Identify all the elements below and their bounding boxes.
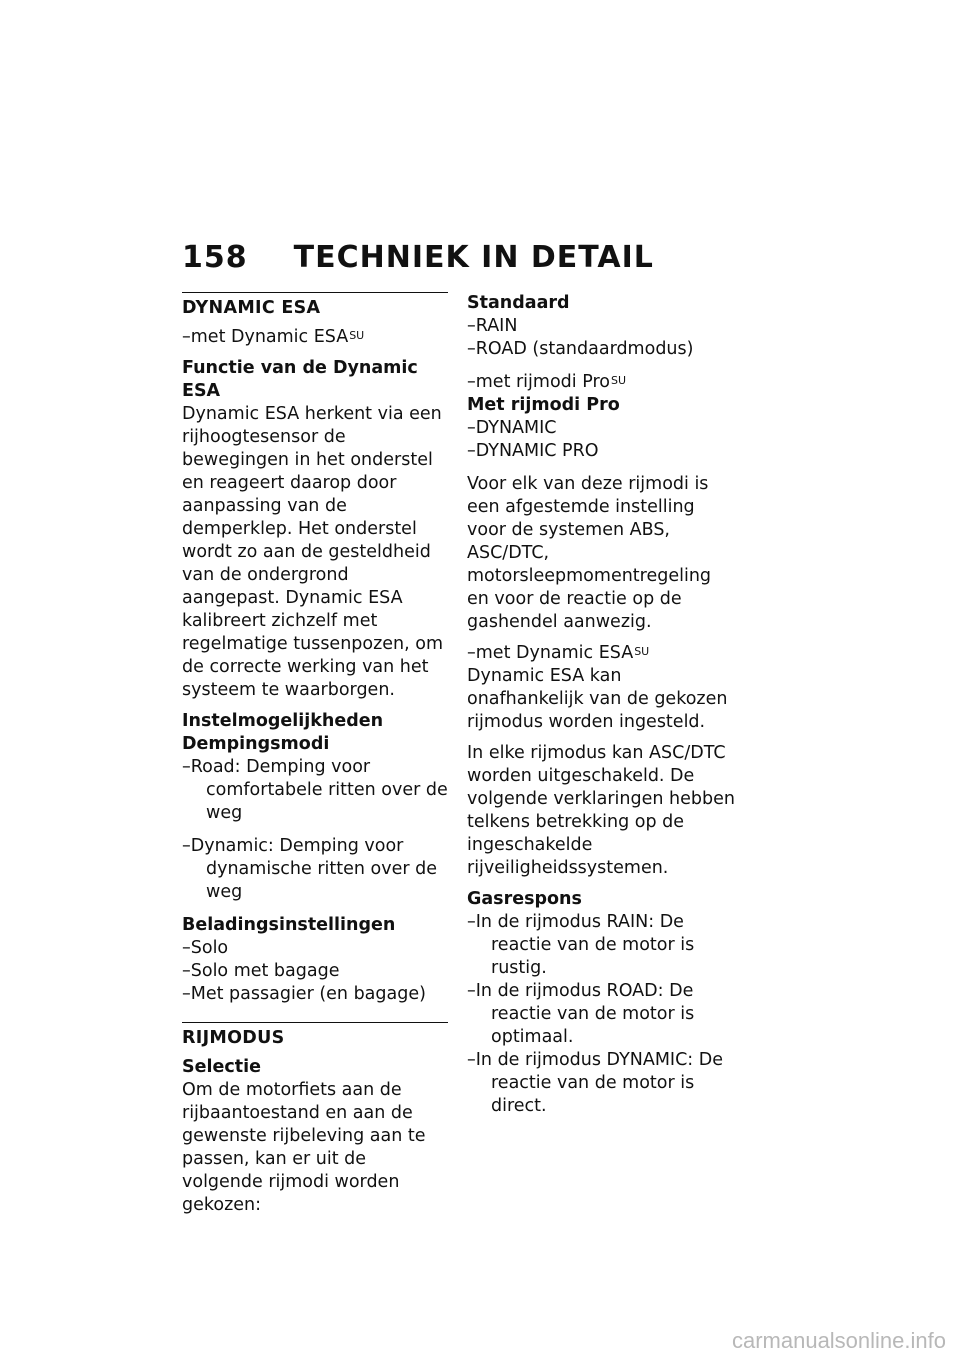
paragraph-mode-settings: Voor elk van deze rijmodi is een afgestemde instelling voor de systemen ABS, ASC/DTC, motorsleepmomentregeling en voor de reactie op de gashendel aanwezig. [467,474,712,632]
section-rule [182,292,448,293]
subheading-selection: Selectie [182,1057,261,1077]
paragraph-asc-dtc: In elke rijmodus kan ASC/DTC worden uitgeschakeld. De volgende verklaringen hebben telkens betrekking op de ingeschakelde rijveiligheidssystemen. [467,743,735,878]
list-item-load-luggage: –Solo met bagage [182,961,340,981]
paragraph-function: Dynamic ESA herkent via een rijhoogtesensor de bewegingen in het onderstel en reageert daarop door aanpassing van de demperklep. Het onderstel wordt zo aan de gesteldheid van de ondergrond aangepast. Dynamic ESA kalibreert zichzelf met regelmatige tussenpozen, om de correcte werking van het systeem te waarborgen. [182,404,444,700]
list-item-dynamic-pro: –DYNAMIC PRO [467,441,599,461]
list-item-rain: –RAIN [467,316,518,336]
subheading-function: Functie van de Dynamic ESA [182,358,418,401]
subheading-standard: Standaard [467,293,570,313]
list-item-gas-rain: –In de rijmodus RAIN: De reactie van de motor is rustig. [467,912,695,978]
subheading-damping-modes: Dempingsmodi [182,734,330,754]
list-item-road: –ROAD (standaardmodus) [467,339,694,359]
watermark: carmanualsonline.info [731,1328,946,1353]
subheading-load-settings: Beladingsinstellingen [182,915,396,935]
su-marker: SU [349,329,365,342]
list-item-gas-dynamic: –In de rijmodus DYNAMIC: De reactie van de motor is direct. [467,1050,724,1116]
section-rule [182,1022,448,1023]
list-item-damping-road: –Road: Demping voor comfortabele ritten over de weg [182,757,448,823]
page-number: 158 [182,240,248,275]
left-column [182,292,448,1225]
condition-dynamic-esa: –met Dynamic $ESA^{SU}$ [182,327,365,347]
su-marker: SU [634,645,650,658]
right-column [467,292,735,1118]
section-title-riding-mode: RIJMODUS [182,1028,285,1048]
list-item-gas-road: –In de rijmodus ROAD: De reactie van de motor is optimaal. [467,981,695,1047]
condition-dynamic-esa: –met Dynamic $ESA^{SU}$ [467,643,650,663]
list-item-load-passenger: –Met passagier (en bagage) [182,984,426,1004]
paragraph-esa-independent: Dynamic ESA kan onafhankelijk van de gekozen rijmodus worden ingesteld. [467,666,728,732]
list-item-load-solo: –Solo [182,938,229,958]
page-header [182,240,654,275]
su-marker: SU [610,374,627,387]
subheading-riding-modes-pro: Met rijmodi Pro [467,395,620,415]
paragraph-selection: Om de motorfiets aan de rijbaantoestand en aan de gewenste rijbeleving aan te passen, kan er uit de volgende rijmodi worden gekozen: [182,1080,426,1215]
page-title: TECHNIEK IN DETAIL [293,240,654,275]
subheading-settings: Instelmogelijkheden [182,711,384,731]
condition-riding-modes-pro: –met rijmodi Pro$^{SU}$ [467,372,627,392]
list-item-dynamic: –DYNAMIC [467,418,557,438]
list-item-damping-dynamic: –Dynamic: Demping voor dynamische ritten over de weg [182,836,438,902]
section-title-dynamic-esa: DYNAMIC ESA [182,298,321,318]
subheading-throttle-response: Gasrespons [467,889,582,909]
